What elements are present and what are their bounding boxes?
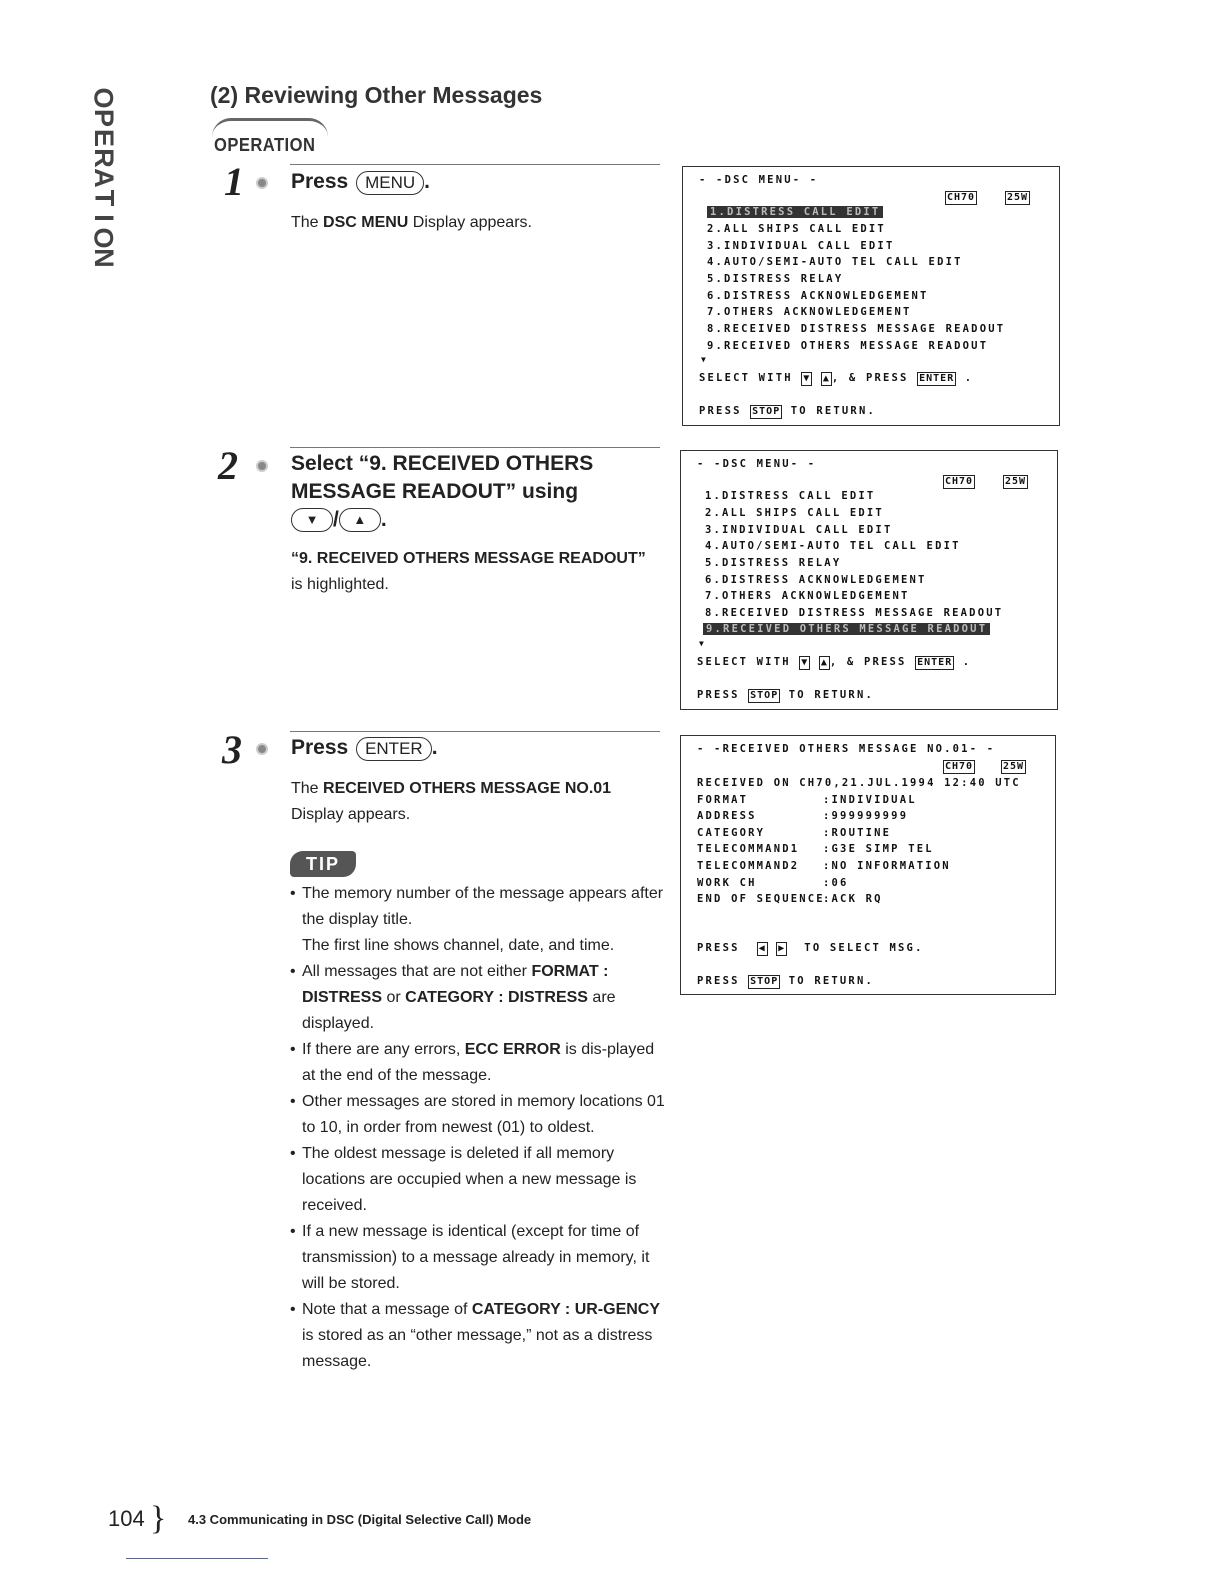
menu-item: 8.RECEIVED DISTRESS MESSAGE READOUT [705, 607, 1004, 619]
instr-text: PRESS [697, 689, 740, 701]
side-tab-letter: O [88, 227, 119, 249]
step-3-heading-period: . [431, 736, 438, 759]
select-msg-instruction [697, 941, 924, 956]
tip-text: or [382, 989, 406, 1006]
menu-item: 3.INDIVIDUAL CALL EDIT [705, 524, 893, 536]
step-3-description [291, 776, 663, 828]
left-key-icon: ◀ [758, 943, 766, 954]
channel-badge-text: CH70 [945, 476, 974, 487]
step-rule [290, 164, 660, 165]
tip-text: are displayed. [302, 989, 616, 1032]
instr-text: PRESS [697, 975, 740, 987]
footer-rule [126, 1558, 268, 1559]
return-instruction [697, 974, 874, 989]
field-value: :ACK RQ [823, 893, 883, 905]
field-value: :G3E SIMP TEL [823, 843, 934, 855]
menu-item: 7.OTHERS ACKNOWLEDGEMENT [705, 590, 910, 602]
side-tab [86, 88, 122, 268]
tip-bold: ECC ERROR [464, 1041, 561, 1058]
tip-item: • Other messages are stored in memory locations 01 to 10, in order from newest (01) to oldest. [290, 1089, 665, 1141]
step-2-heading-period: . [380, 508, 387, 531]
page-number: 104 [108, 1506, 145, 1531]
step-bullet [256, 743, 268, 755]
operation-label: OPERATION [214, 135, 316, 155]
field-key: TELECOMMAND2 [697, 860, 800, 872]
menu-item: 2.ALL SHIPS CALL EDIT [705, 507, 884, 519]
tip-text: is stored as an “other message,” not as a distress message. [302, 1327, 653, 1370]
field-key: END OF SEQUENCE [697, 893, 825, 905]
tip-bold: CATEGORY : DISTRESS [405, 989, 588, 1006]
instr-text: TO RETURN. [788, 975, 874, 987]
more-arrow-icon: ▼ [699, 639, 707, 648]
screen-title: - -DSC MENU- - [697, 458, 817, 470]
tip-text: All messages that are not either [302, 963, 532, 980]
step-2-number: 2 [218, 443, 238, 488]
step-bullet [256, 460, 268, 472]
side-tab-letter: N [89, 248, 119, 268]
footer-brace: } [150, 1500, 167, 1537]
up-key-icon: ▲ [820, 657, 828, 668]
key-separator: / [333, 508, 339, 531]
menu-key-icon: MENU [356, 171, 424, 195]
tip-item: • The memory number of the message appears after the display title. [290, 881, 665, 933]
desc-bold: “9. RECEIVED OTHERS MESSAGE READOUT” [291, 550, 646, 567]
menu-item: 3.INDIVIDUAL CALL EDIT [707, 240, 895, 252]
tip-badge: TIP [290, 851, 356, 877]
tip-item [290, 1297, 665, 1375]
return-instruction [699, 404, 876, 419]
instr-text: SELECT WITH [697, 656, 791, 668]
desc-text: is highlighted. [291, 576, 389, 593]
power-badge-text: 25W [1007, 192, 1029, 203]
instr-text: TO RETURN. [788, 689, 874, 701]
field-key: FORMAT [697, 794, 749, 806]
field-value: :NO INFORMATION [823, 860, 951, 872]
instr-text: PRESS [699, 405, 742, 417]
desc-text: The [291, 780, 324, 797]
step-bullet [256, 177, 268, 189]
power-badge [1001, 759, 1026, 774]
instr-text: TO SELECT MSG. [804, 942, 924, 954]
power-badge [1003, 474, 1028, 489]
down-key-icon: ▼ [803, 373, 811, 384]
step-1-heading-period: . [424, 170, 430, 193]
stop-key-icon: STOP [752, 406, 781, 417]
footer-section-title: 4.3 Communicating in DSC (Digital Selective Call) Mode [188, 1512, 532, 1527]
tip-item: • If a new message is identical (except for time of transmission) to a message already in memory, it will be stored. [290, 1219, 665, 1297]
dsc-menu-screen-2 [680, 450, 1058, 710]
screen-title: - -RECEIVED OTHERS MESSAGE NO.01- - [697, 743, 996, 755]
menu-item-text: 9.RECEIVED OTHERS MESSAGE READOUT [703, 623, 990, 635]
menu-item: 4.AUTO/SEMI-AUTO TEL CALL EDIT [705, 540, 961, 552]
stop-key-icon: STOP [750, 690, 779, 701]
received-line: RECEIVED ON CH70,21.JUL.1994 12:40 UTC [697, 777, 1021, 789]
enter-key-icon: ENTER [919, 373, 955, 384]
channel-badge-text: CH70 [947, 192, 976, 203]
menu-item: 1.DISTRESS CALL EDIT [705, 490, 876, 502]
up-key-icon: ▲ [822, 373, 830, 384]
select-instruction [699, 371, 973, 386]
instr-text: PRESS [697, 942, 740, 954]
side-tab-letter: T [89, 189, 119, 207]
screen-title: - -DSC MENU- - [699, 174, 819, 186]
menu-item: 6.DISTRESS ACKNOWLEDGEMENT [705, 574, 927, 586]
menu-item: 5.DISTRESS RELAY [705, 557, 842, 569]
menu-item-highlighted [703, 622, 990, 636]
step-1-number: 1 [224, 159, 244, 204]
field-value: :999999999 [823, 810, 909, 822]
channel-badge [943, 474, 975, 489]
field-value: :ROUTINE [823, 827, 892, 839]
desc-text: The [291, 214, 324, 231]
tip-bold: FORMAT : DISTRESS [302, 963, 609, 1006]
tip-text: is dis-played at the end of the message. [302, 1041, 655, 1084]
channel-badge [943, 759, 975, 774]
step-2-heading-line: Select “9. RECEIVED OTHERS [291, 452, 594, 475]
field-key: ADDRESS [697, 810, 757, 822]
instr-text: SELECT WITH [699, 372, 793, 384]
side-tab-letter: A [89, 168, 119, 188]
channel-badge-text: CH70 [945, 761, 974, 772]
menu-item: 9.RECEIVED OTHERS MESSAGE READOUT [707, 340, 989, 352]
up-arrow-key-icon: ▲ [339, 508, 381, 532]
more-arrow-icon: ▼ [701, 355, 709, 364]
tip-text: Note that a message of [302, 1301, 472, 1318]
field-value: :INDIVIDUAL [823, 794, 917, 806]
power-badge [1005, 190, 1030, 205]
enter-key-icon: ENTER [917, 657, 953, 668]
field-key: WORK CH [697, 877, 757, 889]
desc-text: Display appears. [408, 214, 532, 231]
instr-text: . [964, 372, 974, 384]
desc-bold: RECEIVED OTHERS MESSAGE NO.01 [323, 780, 612, 797]
down-arrow-key-icon: ▼ [291, 508, 333, 532]
menu-item-text: 1.DISTRESS CALL EDIT [707, 206, 883, 218]
tip-list [290, 881, 665, 1375]
tip-item [290, 959, 665, 1037]
channel-badge [945, 190, 977, 205]
menu-item: 5.DISTRESS RELAY [707, 273, 844, 285]
instr-text: , & PRESS [829, 656, 907, 668]
received-message-screen [680, 735, 1056, 995]
menu-item: 8.RECEIVED DISTRESS MESSAGE READOUT [707, 323, 1006, 335]
tip-item [290, 1037, 665, 1089]
field-key: CATEGORY [697, 827, 766, 839]
desc-text: Display appears. [291, 806, 411, 823]
step-2-heading [291, 450, 661, 534]
down-key-icon: ▼ [801, 657, 809, 668]
step-3-heading [291, 734, 438, 762]
side-tab-letter: P [88, 108, 119, 128]
menu-item: 6.DISTRESS ACKNOWLEDGEMENT [707, 290, 929, 302]
step-2-description [291, 546, 663, 598]
right-key-icon: ▶ [778, 943, 786, 954]
step-rule [290, 731, 660, 732]
side-tab-letter: R [89, 148, 119, 168]
tip-bold: CATEGORY : UR-GENCY [471, 1301, 661, 1318]
menu-item: 4.AUTO/SEMI-AUTO TEL CALL EDIT [707, 256, 963, 268]
step-1-heading-text: Press [291, 170, 349, 193]
instr-text: , & PRESS [831, 372, 909, 384]
select-instruction [697, 655, 971, 670]
dsc-menu-screen-1 [682, 166, 1060, 426]
step-2-keys [291, 506, 661, 534]
stop-key-icon: STOP [750, 976, 779, 987]
power-badge-text: 25W [1003, 761, 1025, 772]
instr-text: TO RETURN. [790, 405, 876, 417]
step-3-number: 3 [222, 727, 242, 772]
step-2-heading-line: MESSAGE READOUT” using [291, 480, 579, 503]
field-value: :06 [823, 877, 849, 889]
tip-item: • The oldest message is deleted if all memory locations are occupied when a new message is received. [290, 1141, 665, 1219]
step-rule [290, 447, 660, 448]
step-1-heading [291, 168, 430, 196]
return-instruction [697, 688, 874, 703]
menu-item: 2.ALL SHIPS CALL EDIT [707, 223, 886, 235]
side-tab-letter: O [88, 87, 119, 109]
tip-text: If there are any errors, [302, 1041, 465, 1058]
step-1-description [291, 210, 532, 236]
tip-item: The first line shows channel, date, and time. [302, 937, 615, 954]
section-title: (2) Reviewing Other Messages [210, 82, 543, 108]
side-tab-letter: I [88, 214, 119, 222]
step-3-heading-text: Press [291, 736, 349, 759]
side-tab-letter: E [88, 128, 119, 148]
instr-text: . [962, 656, 972, 668]
menu-item-highlighted [707, 205, 883, 219]
field-key: TELECOMMAND1 [697, 843, 800, 855]
enter-key-icon: ENTER [356, 737, 432, 761]
desc-bold: DSC MENU [323, 214, 409, 231]
menu-item: 7.OTHERS ACKNOWLEDGEMENT [707, 306, 912, 318]
power-badge-text: 25W [1005, 476, 1027, 487]
